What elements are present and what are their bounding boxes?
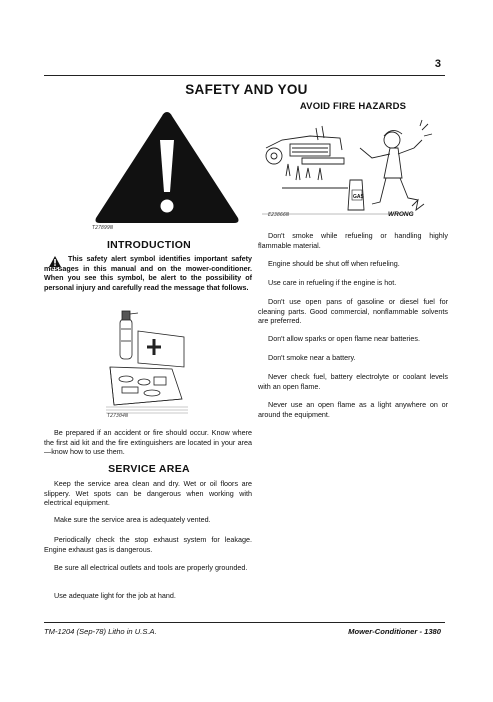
figure-code-alert: T27899N	[92, 225, 114, 231]
fire-paragraph: Use care in refueling if the engine is hot.	[268, 278, 397, 287]
figure-code-first-aid: T27304N	[107, 413, 129, 419]
fire-paragraph: Don't allow sparks or open flame near batteries.	[268, 334, 420, 343]
header-rule	[44, 75, 445, 76]
service-paragraph: Make sure the service area is adequately vented.	[54, 515, 211, 524]
page-title: SAFETY AND YOU	[185, 82, 308, 97]
fire-paragraph: Engine should be shut off when refueling.	[268, 259, 400, 268]
prepared-text: Be prepared if an accident or fire should occur. Know where the first aid kit and the fire extinguishers are located in your area—know how to use them.	[44, 428, 252, 457]
wrong-label: WRONG	[388, 211, 414, 218]
service-paragraph: Use adequate light for the job at hand.	[54, 591, 176, 600]
fire-paragraph: Don't smoke while refueling or handling highly flammable material.	[258, 231, 448, 250]
fire-hazards-heading: AVOID FIRE HAZARDS	[299, 101, 407, 112]
footer-right: Mower-Conditioner - 1380	[348, 627, 441, 636]
service-paragraph: Periodically check the stop exhaust system for leakage. Engine exhaust gas is dangerous.	[44, 535, 252, 554]
first-aid-kit-illustration	[104, 307, 190, 423]
fire-paragraph: Don't use open pans of gasoline or diesel fuel for cleaning parts. Good commercial, nonflammable solvents are preferred.	[258, 297, 448, 326]
introduction-heading: INTRODUCTION	[106, 239, 192, 251]
footer-left: TM-1204 (Sep-78) Litho in U.S.A.	[44, 627, 157, 636]
footer-rule	[44, 622, 445, 623]
safety-alert-triangle-icon	[92, 108, 242, 226]
fire-hazard-illustration	[262, 118, 440, 220]
service-paragraph: Keep the service area clean and dry. Wet or oil floors are slippery. Wet spots can be dangerous when working with electrical equipment.	[44, 479, 252, 508]
alert-symbol-text: This safety alert symbol identifies important safety messages in this manual and on the mower-conditioner. When you see this symbol, be alert to the possibility of personal injury and carefully read the message that follows.	[44, 254, 252, 292]
service-paragraph: Be sure all electrical outlets and tools are properly grounded.	[54, 563, 248, 572]
gas-can-label: GAS	[353, 194, 364, 200]
fire-paragraph: Never check fuel, battery electrolyte or coolant levels with an open flame.	[258, 372, 448, 391]
figure-code-fire: E23866N	[268, 212, 290, 218]
page-number: 3	[434, 58, 441, 70]
service-area-heading: SERVICE AREA	[108, 463, 190, 475]
fire-paragraph: Don't smoke near a battery.	[268, 353, 356, 362]
fire-paragraph: Never use an open flame as a light anywhere on or around the equipment.	[258, 400, 448, 419]
